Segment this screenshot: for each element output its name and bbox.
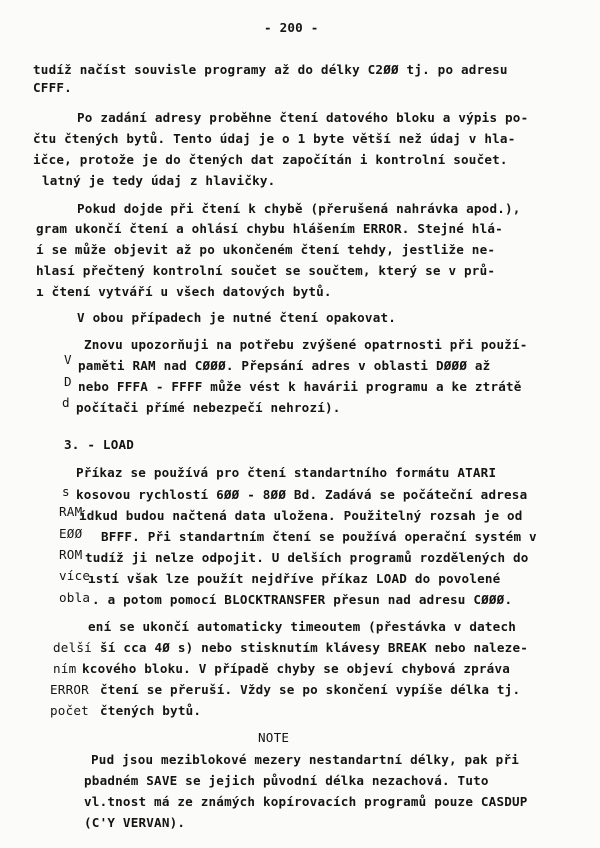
page-number: - 200 - [264, 20, 319, 35]
text-line: počítači přímé nebezpečí nehrozí). [76, 400, 341, 415]
text-line: í se může objevit až po ukončeném čtení tehdy, jestliže ne- [36, 242, 496, 257]
text-line: Znovu upozorňuji na potřebu zvýšené opatrnosti při použí- [84, 337, 528, 352]
text-line: vl.tnost má ze známých kopírovacích programů pouze CASDUP [84, 794, 528, 809]
margin-note: EØØ [59, 526, 83, 541]
text-line: ı čtení vytváří u všech datových bytů. [36, 284, 332, 299]
margin-note: obla [59, 590, 91, 605]
text-line: tudíž načíst souvisle programy až do délky C2ØØ tj. po adresu [33, 62, 508, 77]
margin-note: počet [50, 703, 89, 718]
text-line: ídkud budou načtená data uložena. Použitelný rozsah je od [79, 508, 523, 523]
text-line: tudíž ji nelze odpojit. U delších programů rozdělených do [85, 550, 529, 565]
text-line: hlasí přečtený kontrolní součet se součtem, který se v prů- [36, 263, 496, 278]
margin-note: ním [53, 661, 77, 676]
text-line: čtu čtených bytů. Tento údaj je o 1 byte větší než údaj v hla- [33, 131, 516, 146]
margin-note: s [62, 484, 70, 499]
text-line: ší cca 4Ø s) nebo stisknutím klávesy BREAK nebo naleze- [100, 640, 529, 655]
text-line: V obou případech je nutné čtení opakovat. [77, 310, 397, 325]
text-line: čtených bytů. [100, 703, 202, 718]
text-line: paměti RAM nad CØØØ. Přepsání adres v oblasti DØØØ až [78, 358, 491, 373]
note-heading: NOTE [258, 730, 290, 745]
margin-note: d [62, 395, 70, 410]
margin-note: RAM [59, 504, 83, 519]
margin-note: více [59, 568, 91, 583]
text-line: CFFF. [33, 80, 72, 95]
text-line: ení se ukončí automaticky timeoutem (přestávka v datech [88, 619, 517, 634]
text-line: Pokud dojde při čtení k chybě (přerušená nahrávka apod.), [77, 201, 521, 216]
text-line: . a potom pomocí BLOCKTRANSFER přesun nad adresu CØØØ. [92, 592, 513, 607]
section-heading: 3. - LOAD [64, 437, 135, 452]
text-line: gram ukončí čtení a ohlásí chybu hlášením ERROR. Stejné hlá- [36, 221, 503, 236]
text-line: pbadném SAVE se jejich původní délka nezachová. Tuto [84, 773, 489, 788]
margin-note: ERROR [50, 682, 89, 697]
text-line: (C'Y VERVAN). [84, 815, 186, 830]
text-line: Příkaz se používá pro čtení standartního formátu ATARI [76, 465, 497, 480]
text-line: nebo FFFA - FFFF může vést k havárii programu a ke ztrátě [78, 379, 522, 394]
margin-note: D [64, 374, 72, 389]
text-line: Pud jsou meziblokové mezery nestandartní délky, pak při [91, 752, 520, 767]
text-line: BFFF. Při standartním čtení se používá operační systém v [101, 529, 537, 544]
text-line: čtení se přeruší. Vždy se po skončení vypíše délka tj. [100, 682, 521, 697]
text-line: kosovou rychlostí 6ØØ - 8ØØ Bd. Zadává se počáteční adresa [76, 487, 528, 502]
text-line: latný je tedy údaj z hlavičky. [42, 173, 276, 188]
margin-note: delší [53, 640, 92, 655]
margin-note: ROM [59, 547, 83, 562]
text-line: Po zadání adresy proběhne čtení datového bloku a výpis po- [77, 110, 529, 125]
text-line: kcového bloku. V případě chyby se objeví chybová zpráva [82, 661, 511, 676]
text-line: ıstí však lze použít nejdříve příkaz LOAD do povolené [88, 571, 501, 586]
margin-note: V [64, 352, 72, 367]
text-line: ičce, protože je do čtených dat započítán i kontrolní součet. [33, 152, 508, 167]
